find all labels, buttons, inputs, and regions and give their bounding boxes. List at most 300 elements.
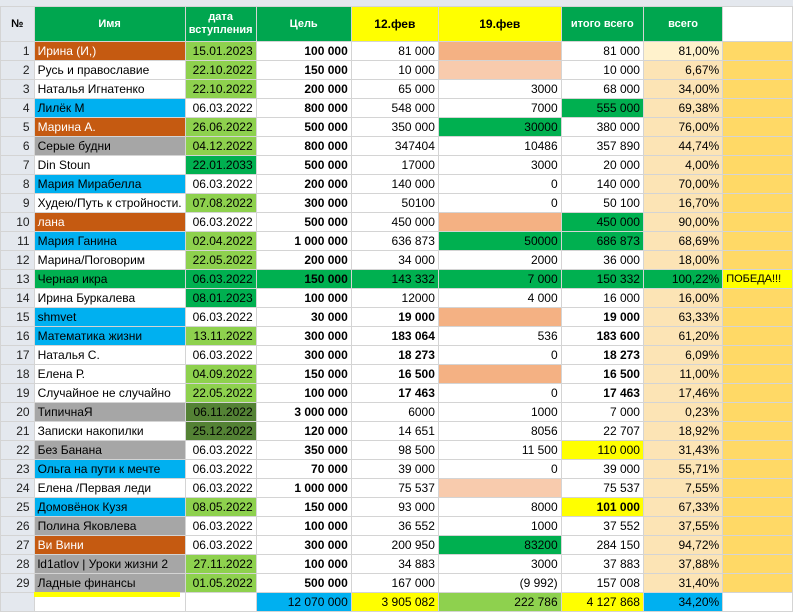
goal-cell[interactable]: 800 000 — [256, 137, 351, 156]
goal-cell[interactable]: 500 000 — [256, 156, 351, 175]
total-cell[interactable]: 150 332 — [561, 270, 643, 289]
week1-cell[interactable]: 167 000 — [351, 574, 438, 593]
header-name[interactable]: Имя — [34, 7, 185, 42]
total-cell[interactable]: 380 000 — [561, 118, 643, 137]
extra-cell[interactable] — [723, 574, 793, 593]
date-cell[interactable]: 22.01.2033 — [185, 156, 256, 175]
name-cell[interactable]: Елена /Первая леди — [34, 479, 185, 498]
week2-cell[interactable]: 3000 — [438, 80, 561, 99]
row-number[interactable]: 24 — [1, 479, 35, 498]
extra-cell[interactable] — [723, 175, 793, 194]
week1-cell[interactable]: 98 500 — [351, 441, 438, 460]
total-cell[interactable]: 50 100 — [561, 194, 643, 213]
total-cell[interactable]: 7 000 — [561, 403, 643, 422]
extra-cell[interactable] — [723, 137, 793, 156]
extra-cell[interactable] — [723, 213, 793, 232]
name-cell[interactable]: лана — [34, 213, 185, 232]
name-cell[interactable]: Серые будни — [34, 137, 185, 156]
total-cell[interactable]: 140 000 — [561, 175, 643, 194]
percent-cell[interactable]: 37,88% — [643, 555, 722, 574]
header-total[interactable]: итого всего — [561, 7, 643, 42]
total-cell[interactable]: 81 000 — [561, 42, 643, 61]
week1-cell[interactable]: 81 000 — [351, 42, 438, 61]
date-cell[interactable]: 27.11.2022 — [185, 555, 256, 574]
week1-cell[interactable]: 16 500 — [351, 365, 438, 384]
week2-cell[interactable]: 4 000 — [438, 289, 561, 308]
name-cell[interactable]: Наталья С. — [34, 346, 185, 365]
extra-cell[interactable] — [723, 479, 793, 498]
week1-cell[interactable]: 12000 — [351, 289, 438, 308]
name-cell[interactable]: Русь и православие — [34, 61, 185, 80]
week2-cell[interactable]: 7 000 — [438, 270, 561, 289]
week2-cell[interactable] — [438, 213, 561, 232]
row-number[interactable]: 19 — [1, 384, 35, 403]
week1-cell[interactable]: 14 651 — [351, 422, 438, 441]
goal-cell[interactable]: 1 000 000 — [256, 232, 351, 251]
percent-cell[interactable]: 68,69% — [643, 232, 722, 251]
date-cell[interactable]: 08.01.2023 — [185, 289, 256, 308]
goal-cell[interactable]: 100 000 — [256, 384, 351, 403]
row-number[interactable]: 2 — [1, 61, 35, 80]
extra-cell[interactable] — [723, 346, 793, 365]
name-cell[interactable]: Мария Ганина — [34, 232, 185, 251]
table-row — [1, 289, 793, 308]
extra-cell[interactable] — [723, 384, 793, 403]
week2-cell[interactable]: 8000 — [438, 498, 561, 517]
week2-cell[interactable] — [438, 42, 561, 61]
week1-cell[interactable]: 140 000 — [351, 175, 438, 194]
totals-week2[interactable]: 222 786 — [438, 593, 561, 612]
extra-cell[interactable] — [723, 403, 793, 422]
row-number[interactable]: 12 — [1, 251, 35, 270]
name-cell[interactable]: Мария Мирабелла — [34, 175, 185, 194]
percent-cell[interactable]: 17,46% — [643, 384, 722, 403]
row-number[interactable]: 16 — [1, 327, 35, 346]
extra-cell[interactable] — [723, 327, 793, 346]
row-number[interactable]: 27 — [1, 536, 35, 555]
date-cell[interactable]: 15.01.2023 — [185, 42, 256, 61]
extra-cell[interactable] — [723, 308, 793, 327]
week2-cell[interactable]: 2000 — [438, 251, 561, 270]
date-cell[interactable]: 22.10.2022 — [185, 61, 256, 80]
goal-cell[interactable]: 3 000 000 — [256, 403, 351, 422]
name-cell[interactable]: shmvet — [34, 308, 185, 327]
totals-week1[interactable]: 3 905 082 — [351, 593, 438, 612]
row-number[interactable]: 20 — [1, 403, 35, 422]
total-cell[interactable]: 686 873 — [561, 232, 643, 251]
date-cell[interactable]: 22.10.2022 — [185, 80, 256, 99]
date-cell[interactable]: 26.06.2022 — [185, 118, 256, 137]
extra-cell[interactable] — [723, 61, 793, 80]
total-cell[interactable]: 18 273 — [561, 346, 643, 365]
week2-cell[interactable]: 83200 — [438, 536, 561, 555]
extra-cell[interactable] — [723, 251, 793, 270]
header-extra[interactable] — [723, 7, 793, 42]
table-row — [1, 42, 793, 61]
week1-cell[interactable]: 50100 — [351, 194, 438, 213]
name-cell[interactable]: Елена Р. — [34, 365, 185, 384]
total-cell[interactable]: 157 008 — [561, 574, 643, 593]
week1-cell[interactable]: 6000 — [351, 403, 438, 422]
name-cell[interactable]: Записки накопилки — [34, 422, 185, 441]
week2-cell[interactable]: 7000 — [438, 99, 561, 118]
name-cell[interactable]: Черная икра — [34, 270, 185, 289]
date-cell[interactable]: 06.03.2022 — [185, 308, 256, 327]
percent-cell[interactable]: 81,00% — [643, 42, 722, 61]
percent-cell[interactable]: 69,38% — [643, 99, 722, 118]
goal-cell[interactable]: 200 000 — [256, 251, 351, 270]
table-row — [1, 232, 793, 251]
row-number-empty[interactable] — [1, 593, 35, 612]
goal-cell[interactable]: 150 000 — [256, 61, 351, 80]
total-cell[interactable]: 450 000 — [561, 213, 643, 232]
row-number[interactable]: 28 — [1, 555, 35, 574]
week1-cell[interactable]: 17000 — [351, 156, 438, 175]
row-number[interactable]: 4 — [1, 99, 35, 118]
row-number[interactable]: 10 — [1, 213, 35, 232]
table-row — [1, 441, 793, 460]
name-cell[interactable]: Худею/Путь к стройности. — [34, 194, 185, 213]
total-cell[interactable]: 357 890 — [561, 137, 643, 156]
week1-cell[interactable]: 183 064 — [351, 327, 438, 346]
goal-cell[interactable]: 150 000 — [256, 270, 351, 289]
date-cell[interactable]: 06.11.2022 — [185, 403, 256, 422]
week2-cell[interactable]: (9 992) — [438, 574, 561, 593]
row-number[interactable]: 9 — [1, 194, 35, 213]
row-number[interactable]: 22 — [1, 441, 35, 460]
table-row — [1, 574, 793, 593]
row-number[interactable]: 5 — [1, 118, 35, 137]
goal-cell[interactable]: 500 000 — [256, 118, 351, 137]
name-cell[interactable]: Ирина Буркалева — [34, 289, 185, 308]
date-cell[interactable]: 06.03.2022 — [185, 479, 256, 498]
row-number[interactable]: 3 — [1, 80, 35, 99]
week1-cell[interactable]: 347404 — [351, 137, 438, 156]
week2-cell[interactable]: 0 — [438, 460, 561, 479]
week1-cell[interactable]: 39 000 — [351, 460, 438, 479]
date-cell[interactable]: 04.09.2022 — [185, 365, 256, 384]
extra-cell[interactable] — [723, 441, 793, 460]
week1-cell[interactable]: 17 463 — [351, 384, 438, 403]
week1-cell[interactable]: 200 950 — [351, 536, 438, 555]
table-row — [1, 346, 793, 365]
week2-cell[interactable]: 11 500 — [438, 441, 561, 460]
date-cell[interactable]: 06.03.2022 — [185, 536, 256, 555]
goal-cell[interactable]: 100 000 — [256, 517, 351, 536]
total-cell[interactable]: 37 552 — [561, 517, 643, 536]
name-cell[interactable]: Без Банана — [34, 441, 185, 460]
extra-cell[interactable]: ПОБЕДА!!! — [723, 270, 793, 289]
extra-cell[interactable] — [723, 289, 793, 308]
week1-cell[interactable]: 34 883 — [351, 555, 438, 574]
week1-cell[interactable]: 93 000 — [351, 498, 438, 517]
goal-cell[interactable]: 100 000 — [256, 42, 351, 61]
total-cell[interactable]: 39 000 — [561, 460, 643, 479]
week2-cell[interactable]: 3000 — [438, 555, 561, 574]
table-row — [1, 80, 793, 99]
name-cell[interactable]: Ладные финансы — [34, 574, 185, 593]
goal-cell[interactable]: 500 000 — [256, 574, 351, 593]
week2-cell[interactable]: 0 — [438, 346, 561, 365]
header-week2[interactable]: 19.фев — [438, 7, 561, 42]
row-number[interactable]: 8 — [1, 175, 35, 194]
row-number[interactable]: 21 — [1, 422, 35, 441]
week2-cell[interactable]: 10486 — [438, 137, 561, 156]
totals-empty-date[interactable] — [185, 593, 256, 612]
percent-cell[interactable]: 70,00% — [643, 175, 722, 194]
week1-cell[interactable]: 548 000 — [351, 99, 438, 118]
date-cell[interactable]: 06.03.2022 — [185, 270, 256, 289]
header-num[interactable]: № — [1, 7, 35, 42]
percent-cell[interactable]: 18,92% — [643, 422, 722, 441]
extra-cell[interactable] — [723, 194, 793, 213]
total-cell[interactable]: 75 537 — [561, 479, 643, 498]
date-cell[interactable]: 22.05.2022 — [185, 251, 256, 270]
week1-cell[interactable]: 19 000 — [351, 308, 438, 327]
goal-cell[interactable]: 500 000 — [256, 213, 351, 232]
goal-cell[interactable]: 800 000 — [256, 99, 351, 118]
week2-cell[interactable]: 1000 — [438, 517, 561, 536]
percent-cell[interactable]: 61,20% — [643, 327, 722, 346]
extra-cell[interactable] — [723, 555, 793, 574]
row-number[interactable]: 29 — [1, 574, 35, 593]
extra-cell[interactable] — [723, 498, 793, 517]
percent-cell[interactable]: 0,23% — [643, 403, 722, 422]
extra-cell[interactable] — [723, 536, 793, 555]
goal-cell[interactable]: 300 000 — [256, 346, 351, 365]
name-cell[interactable]: Ольга на пути к мечте — [34, 460, 185, 479]
total-cell[interactable]: 101 000 — [561, 498, 643, 517]
week1-cell[interactable]: 75 537 — [351, 479, 438, 498]
table-row — [1, 517, 793, 536]
total-cell[interactable]: 17 463 — [561, 384, 643, 403]
table-row — [1, 365, 793, 384]
name-cell[interactable]: Марина/Поговорим — [34, 251, 185, 270]
total-cell[interactable]: 555 000 — [561, 99, 643, 118]
date-cell[interactable]: 25.12.2022 — [185, 422, 256, 441]
totals-total[interactable]: 4 127 868 — [561, 593, 643, 612]
row-number[interactable]: 14 — [1, 289, 35, 308]
percent-cell[interactable]: 34,00% — [643, 80, 722, 99]
date-cell[interactable]: 06.03.2022 — [185, 441, 256, 460]
extra-cell[interactable] — [723, 422, 793, 441]
date-cell[interactable]: 06.03.2022 — [185, 99, 256, 118]
percent-cell[interactable]: 67,33% — [643, 498, 722, 517]
date-cell[interactable]: 06.03.2022 — [185, 517, 256, 536]
week1-cell[interactable]: 10 000 — [351, 61, 438, 80]
week2-cell[interactable] — [438, 479, 561, 498]
row-number[interactable]: 23 — [1, 460, 35, 479]
goal-cell[interactable]: 300 000 — [256, 536, 351, 555]
yellow-cell-fill — [34, 592, 180, 597]
extra-cell[interactable] — [723, 232, 793, 251]
week1-cell[interactable]: 350 000 — [351, 118, 438, 137]
totals-empty-extra[interactable] — [723, 593, 793, 612]
goal-cell[interactable]: 70 000 — [256, 460, 351, 479]
goal-cell[interactable]: 150 000 — [256, 498, 351, 517]
row-number[interactable]: 17 — [1, 346, 35, 365]
date-cell[interactable]: 13.11.2022 — [185, 327, 256, 346]
table-row — [1, 61, 793, 80]
table-row — [1, 118, 793, 137]
header-week1[interactable]: 12.фев — [351, 7, 438, 42]
row-number[interactable]: 7 — [1, 156, 35, 175]
totals-percent[interactable]: 34,20% — [643, 593, 722, 612]
week2-cell[interactable]: 0 — [438, 175, 561, 194]
week2-cell[interactable] — [438, 308, 561, 327]
total-cell[interactable]: 16 500 — [561, 365, 643, 384]
extra-cell[interactable] — [723, 42, 793, 61]
extra-cell[interactable] — [723, 517, 793, 536]
percent-cell[interactable]: 16,70% — [643, 194, 722, 213]
week1-cell[interactable]: 34 000 — [351, 251, 438, 270]
week2-cell[interactable] — [438, 365, 561, 384]
table-row — [1, 194, 793, 213]
date-cell[interactable]: 06.03.2022 — [185, 175, 256, 194]
date-cell[interactable]: 04.12.2022 — [185, 137, 256, 156]
total-cell[interactable]: 36 000 — [561, 251, 643, 270]
totals-goal[interactable]: 12 070 000 — [256, 593, 351, 612]
goal-cell[interactable]: 300 000 — [256, 194, 351, 213]
week2-cell[interactable]: 30000 — [438, 118, 561, 137]
header-date[interactable]: дата вступления — [185, 7, 256, 42]
name-cell[interactable]: Полина Яковлева — [34, 517, 185, 536]
percent-cell[interactable]: 55,71% — [643, 460, 722, 479]
name-cell[interactable]: Марина А. — [34, 118, 185, 137]
table-row — [1, 308, 793, 327]
goal-cell[interactable]: 200 000 — [256, 80, 351, 99]
goal-cell[interactable]: 100 000 — [256, 289, 351, 308]
percent-cell[interactable]: 94,72% — [643, 536, 722, 555]
total-cell[interactable]: 20 000 — [561, 156, 643, 175]
table-row — [1, 156, 793, 175]
week2-cell[interactable]: 3000 — [438, 156, 561, 175]
total-cell[interactable]: 110 000 — [561, 441, 643, 460]
date-cell[interactable]: 06.03.2022 — [185, 346, 256, 365]
row-number[interactable]: 15 — [1, 308, 35, 327]
week2-cell[interactable]: 0 — [438, 194, 561, 213]
percent-cell[interactable]: 31,43% — [643, 441, 722, 460]
percent-cell[interactable]: 6,67% — [643, 61, 722, 80]
name-cell[interactable]: Наталья Игнатенко — [34, 80, 185, 99]
name-cell[interactable]: Ирина (И,) — [34, 42, 185, 61]
week2-cell[interactable]: 0 — [438, 384, 561, 403]
date-cell[interactable]: 08.05.2022 — [185, 498, 256, 517]
week2-cell[interactable] — [438, 61, 561, 80]
name-cell[interactable]: ТипичнаЯ — [34, 403, 185, 422]
percent-cell[interactable]: 11,00% — [643, 365, 722, 384]
date-cell[interactable]: 06.03.2022 — [185, 460, 256, 479]
table-row — [1, 479, 793, 498]
name-cell[interactable]: Ви Вини — [34, 536, 185, 555]
extra-cell[interactable] — [723, 365, 793, 384]
extra-cell[interactable] — [723, 118, 793, 137]
week2-cell[interactable]: 536 — [438, 327, 561, 346]
percent-cell[interactable]: 4,00% — [643, 156, 722, 175]
total-cell[interactable]: 284 150 — [561, 536, 643, 555]
name-cell[interactable]: Лилёк М — [34, 99, 185, 118]
table-row — [1, 270, 793, 289]
savings-table — [0, 6, 793, 612]
percent-cell[interactable]: 90,00% — [643, 213, 722, 232]
percent-cell[interactable]: 6,09% — [643, 346, 722, 365]
goal-cell[interactable]: 120 000 — [256, 422, 351, 441]
table-row — [1, 175, 793, 194]
name-cell[interactable]: Математика жизни — [34, 327, 185, 346]
percent-cell[interactable]: 16,00% — [643, 289, 722, 308]
percent-cell[interactable]: 31,40% — [643, 574, 722, 593]
row-number[interactable]: 25 — [1, 498, 35, 517]
name-cell[interactable]: Din Stoun — [34, 156, 185, 175]
total-cell[interactable]: 68 000 — [561, 80, 643, 99]
extra-cell[interactable] — [723, 99, 793, 118]
week1-cell[interactable]: 143 332 — [351, 270, 438, 289]
goal-cell[interactable]: 150 000 — [256, 365, 351, 384]
row-number[interactable]: 6 — [1, 137, 35, 156]
week2-cell[interactable]: 8056 — [438, 422, 561, 441]
week1-cell[interactable]: 18 273 — [351, 346, 438, 365]
row-number[interactable]: 11 — [1, 232, 35, 251]
extra-cell[interactable] — [723, 156, 793, 175]
table-row — [1, 403, 793, 422]
row-number[interactable]: 26 — [1, 517, 35, 536]
total-cell[interactable]: 37 883 — [561, 555, 643, 574]
goal-cell[interactable]: 200 000 — [256, 175, 351, 194]
table-row — [1, 384, 793, 403]
total-cell[interactable]: 10 000 — [561, 61, 643, 80]
row-number[interactable]: 1 — [1, 42, 35, 61]
goal-cell[interactable]: 350 000 — [256, 441, 351, 460]
extra-cell[interactable] — [723, 460, 793, 479]
percent-cell[interactable]: 44,74% — [643, 137, 722, 156]
date-cell[interactable]: 06.03.2022 — [185, 213, 256, 232]
goal-cell[interactable]: 300 000 — [256, 327, 351, 346]
row-number[interactable]: 18 — [1, 365, 35, 384]
date-cell[interactable]: 07.08.2022 — [185, 194, 256, 213]
total-cell[interactable]: 22 707 — [561, 422, 643, 441]
date-cell[interactable]: 02.04.2022 — [185, 232, 256, 251]
percent-cell[interactable]: 37,55% — [643, 517, 722, 536]
week2-cell[interactable]: 50000 — [438, 232, 561, 251]
percent-cell[interactable]: 100,22% — [643, 270, 722, 289]
date-cell[interactable]: 01.05.2022 — [185, 574, 256, 593]
week1-cell[interactable]: 36 552 — [351, 517, 438, 536]
name-cell[interactable]: Случайное не случайно — [34, 384, 185, 403]
goal-cell[interactable]: 100 000 — [256, 555, 351, 574]
percent-cell[interactable]: 63,33% — [643, 308, 722, 327]
week1-cell[interactable]: 636 873 — [351, 232, 438, 251]
date-cell[interactable]: 22.05.2022 — [185, 384, 256, 403]
name-cell[interactable]: Домовёнок Кузя — [34, 498, 185, 517]
total-cell[interactable]: 19 000 — [561, 308, 643, 327]
extra-cell[interactable] — [723, 80, 793, 99]
header-goal[interactable]: Цель — [256, 7, 351, 42]
week1-cell[interactable]: 65 000 — [351, 80, 438, 99]
week2-cell[interactable]: 1000 — [438, 403, 561, 422]
percent-cell[interactable]: 18,00% — [643, 251, 722, 270]
percent-cell[interactable]: 7,55% — [643, 479, 722, 498]
row-number[interactable]: 13 — [1, 270, 35, 289]
table-row — [1, 422, 793, 441]
week1-cell[interactable]: 450 000 — [351, 213, 438, 232]
name-cell[interactable]: ld1atlov | Уроки жизни 2 — [34, 555, 185, 574]
total-cell[interactable]: 16 000 — [561, 289, 643, 308]
total-cell[interactable]: 183 600 — [561, 327, 643, 346]
goal-cell[interactable]: 1 000 000 — [256, 479, 351, 498]
percent-cell[interactable]: 76,00% — [643, 118, 722, 137]
goal-cell[interactable]: 30 000 — [256, 308, 351, 327]
header-percent[interactable]: всего — [643, 7, 722, 42]
